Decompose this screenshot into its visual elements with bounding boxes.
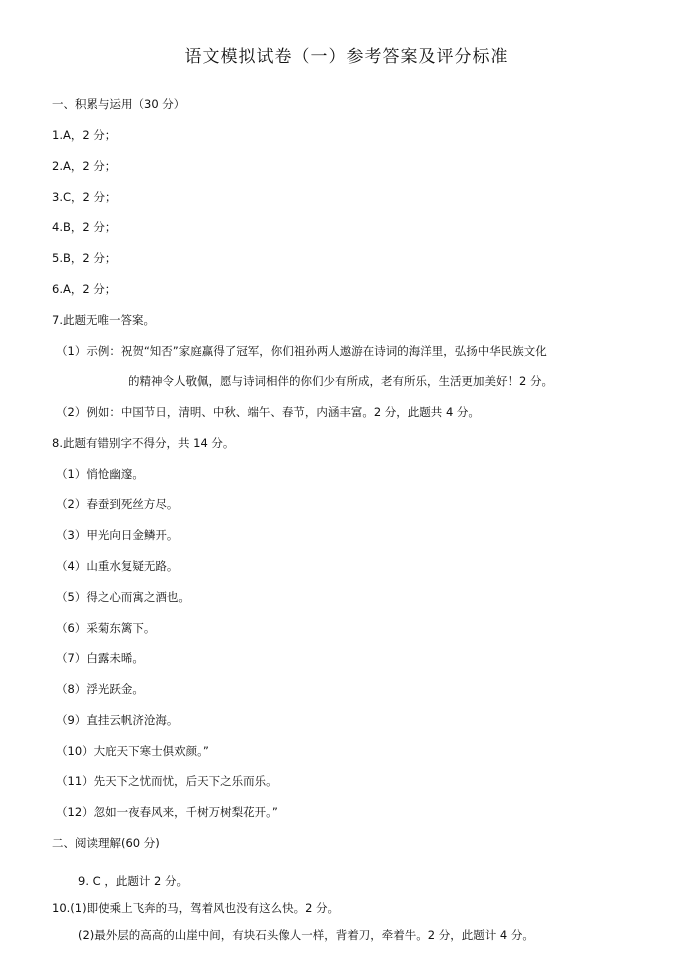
answer-8-12: （12）忽如一夜春风来，千树万树梨花开。” (56, 805, 278, 819)
answer-8-10: （10）大庇天下寒士俱欢颜。” (56, 744, 209, 758)
answer-8-4: （4）山重水复疑无路。 (56, 559, 179, 573)
answer-8-7: （7）白露未晞。 (56, 651, 144, 665)
answer-8-6: （6）采菊东篱下。 (56, 621, 156, 635)
answer-line-4: 4.B，2 分； (52, 220, 117, 234)
answer-line-2: 2.A，2 分； (52, 159, 117, 173)
answer-line-9: 9. C ，此题计 2 分。 (78, 874, 188, 888)
section-heading-2: 二、阅读理解(60 分) (52, 836, 160, 850)
answer-8-5: （5）得之心而寓之酒也。 (56, 590, 190, 604)
answer-line-5: 5.B，2 分； (52, 251, 117, 265)
answer-8-3: （3）甲光向日金鳞开。 (56, 528, 179, 542)
answer-7-2: （2）例如：中国节日，清明、中秋、端午、春节，内涵丰富。2 分，此题共 4 分。 (56, 405, 480, 419)
answer-line-8: 8.此题有错别字不得分，共 14 分。 (52, 436, 235, 450)
answer-8-2: （2）春蚕到死丝方尽。 (56, 497, 179, 511)
answer-8-1: （1）悄怆幽邃。 (56, 467, 144, 481)
answer-line-6: 6.A，2 分； (52, 282, 117, 296)
answer-line-1: 1.A，2 分； (52, 128, 117, 142)
answer-7-1-cont: 的精神令人敬佩，愿与诗词相伴的你们少有所成，老有所乐，生活更加美好！2 分。 (128, 374, 553, 388)
answer-10-1: 10.(1)即使乘上飞奔的马，驾着风也没有这么快。2 分。 (52, 901, 340, 915)
page-title: 语文模拟试卷（一）参考答案及评分标准 (184, 47, 509, 67)
answer-10-2: (2)最外层的高高的山崖中间，有块石头像人一样，背着刀，牵着牛。2 分，此题计 4 分。 (78, 928, 534, 942)
answer-7-1: （1）示例：祝贺“知否”家庭赢得了冠军，你们祖孙两人遨游在诗词的海洋里，弘扬中华民族文化 (56, 344, 547, 358)
section-heading-1: 一、积累与运用（30 分） (52, 97, 186, 111)
answer-line-3: 3.C，2 分； (52, 190, 117, 204)
answer-8-8: （8）浮光跃金。 (56, 682, 144, 696)
answer-line-7: 7.此题无唯一答案。 (52, 313, 155, 327)
answer-8-11: （11）先天下之忧而忧，后天下之乐而乐。 (56, 774, 278, 788)
answer-8-9: （9）直挂云帆济沧海。 (56, 713, 179, 727)
